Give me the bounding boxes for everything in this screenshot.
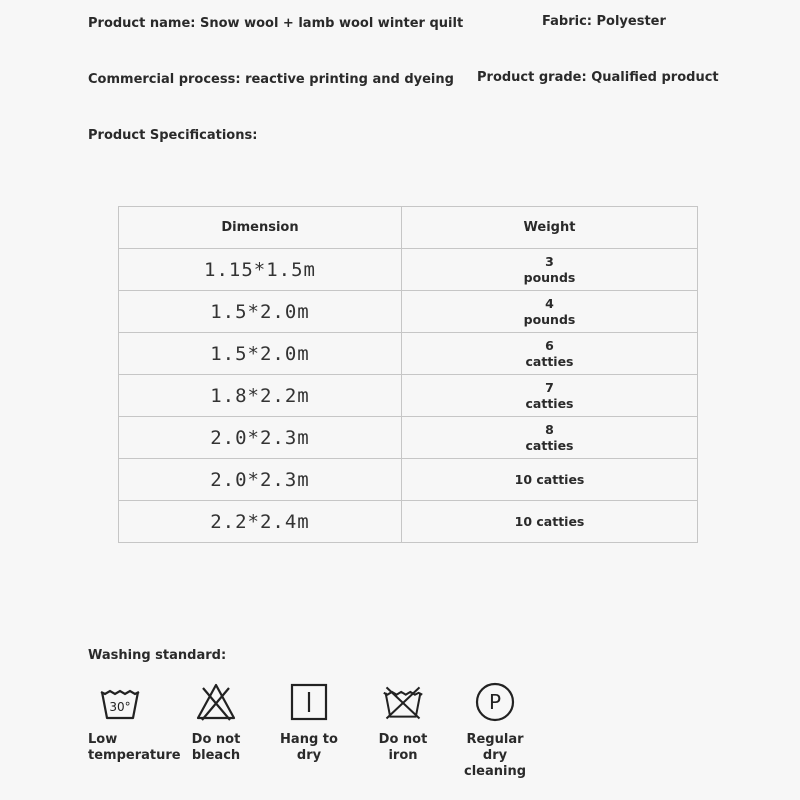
weight-unit: catties [525,437,574,453]
weight-unit: catties [525,353,574,369]
table-row [119,375,698,417]
table-row [119,249,698,291]
care-item-low-temperature [88,680,181,764]
weight-value: 10 catties [514,513,585,529]
weight-unit: pounds [523,311,576,327]
weight-value: 6 [545,337,554,353]
wash-30-icon [98,680,142,724]
dimension-cell: 2.0*2.3m [119,459,402,501]
care-item-do-not-iron [362,680,444,764]
hang-to-dry-icon [287,680,331,724]
weight-cell [402,501,698,543]
care-item-do-not-bleach [186,680,246,764]
do-not-bleach-icon [194,680,238,724]
dimension-cell: 1.5*2.0m [119,291,402,333]
weight-cell [402,333,698,375]
dimension-header: Dimension [119,207,402,249]
weight-cell [402,459,698,501]
weight-cell [402,375,698,417]
dry-clean-p-icon [473,680,517,724]
weight-value: 10 catties [514,471,585,487]
weight-value: 8 [545,421,554,437]
care-item-dry-cleaning [458,680,532,780]
weight-value: 7 [545,379,554,395]
table-body [119,249,698,543]
fabric-info: Fabric: Polyester [542,14,666,29]
do-not-iron-icon [381,680,425,724]
care-label: Do not bleach [191,732,241,763]
care-label: Do not iron [378,732,428,763]
dimension-cell: 1.15*1.5m [119,249,402,291]
weight-cell [402,291,698,333]
weight-cell [402,417,698,459]
specifications-table [118,206,698,543]
weight-header: Weight [402,207,698,249]
table-row [119,417,698,459]
dimension-cell: 2.0*2.3m [119,417,402,459]
care-label: Hang to dry [280,732,338,763]
wash-temperature-text: 30° [109,700,131,714]
specifications-title: Product Specifications: [88,128,258,143]
product-name: Product name: Snow wool + lamb wool winter quilt [88,16,464,31]
table-row [119,333,698,375]
weight-cell [402,249,698,291]
product-grade-info: Product grade: Qualified product [477,70,719,85]
care-item-hang-to-dry [266,680,352,764]
weight-value: 3 [545,253,554,269]
table-row [119,459,698,501]
table-header-row [119,207,698,249]
washing-standard-title: Washing standard: [88,648,227,663]
weight-value: 4 [545,295,554,311]
care-label: Low temperature [88,732,181,763]
table-row [119,291,698,333]
weight-unit: pounds [523,269,576,285]
commercial-process-info: Commercial process: reactive printing and dyeing [88,72,454,87]
dimension-cell: 1.5*2.0m [119,333,402,375]
dimension-cell: 1.8*2.2m [119,375,402,417]
dimension-cell: 2.2*2.4m [119,501,402,543]
weight-unit: catties [525,395,574,411]
dry-clean-letter: P [488,690,502,714]
table-row [119,501,698,543]
care-label: Regular dry cleaning [463,732,527,779]
